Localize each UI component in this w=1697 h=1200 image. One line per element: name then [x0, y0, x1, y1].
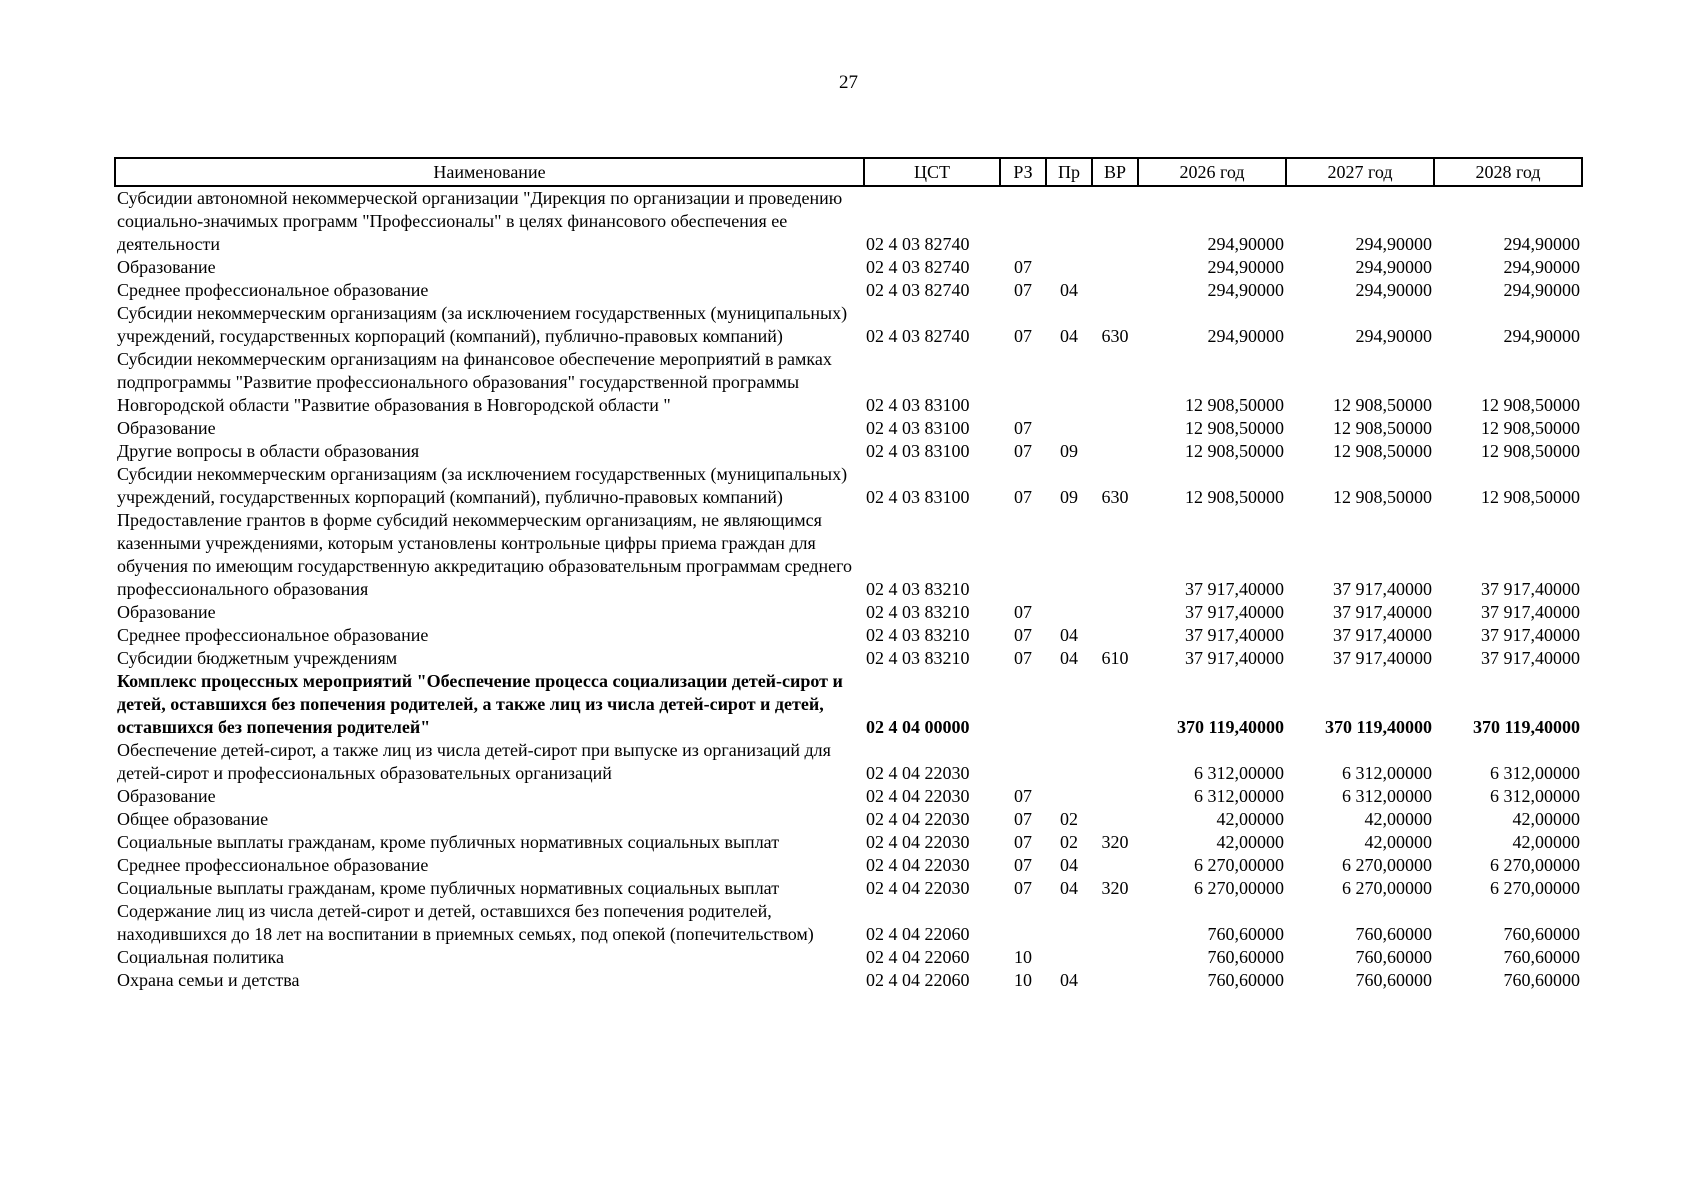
row-value-2028: 12 908,50000	[1481, 418, 1580, 438]
row-name: Среднее профессиональное образование	[117, 280, 429, 300]
row-cst: 02 4 04 22030	[866, 855, 970, 875]
table-row	[115, 601, 1582, 624]
row-value-2028: 42,00000	[1512, 832, 1580, 852]
row-vr	[1092, 440, 1138, 463]
row-cst: 02 4 03 82740	[866, 234, 970, 254]
row-vr	[1092, 785, 1138, 808]
row-value-2026: 6 270,00000	[1194, 878, 1284, 898]
row-value-2028: 760,60000	[1503, 924, 1580, 944]
row-cst: 02 4 03 83210	[866, 579, 970, 599]
column-header-rz: РЗ	[1000, 158, 1046, 186]
table-row	[115, 509, 1582, 601]
row-name: Социальная политика	[117, 947, 284, 967]
table-row	[115, 279, 1582, 302]
row-rz: 07	[1014, 280, 1032, 300]
row-cst: 02 4 04 22060	[866, 947, 970, 967]
column-header-vr: ВР	[1092, 158, 1138, 186]
row-rz	[1000, 348, 1046, 417]
row-pr	[1046, 670, 1092, 739]
row-name: Содержание лиц из числа детей-сирот и детей, оставшихся без попечения родителей, находившихся до 18 лет на воспитании в приемных семьях, под опекой (попечительством)	[117, 901, 814, 944]
row-value-2028: 6 312,00000	[1490, 763, 1580, 783]
column-header-2026: 2026 год	[1138, 158, 1286, 186]
row-rz: 07	[1014, 648, 1032, 668]
row-cst: 02 4 03 83100	[866, 395, 970, 415]
row-vr	[1092, 854, 1138, 877]
row-cst: 02 4 04 22060	[866, 970, 970, 990]
row-name: Охрана семьи и детства	[117, 970, 300, 990]
column-header-name: Наименование	[115, 158, 864, 186]
table-row	[115, 463, 1582, 509]
row-cst: 02 4 03 83100	[866, 418, 970, 438]
row-pr: 02	[1060, 809, 1078, 829]
row-value-2027: 6 270,00000	[1342, 855, 1432, 875]
row-name: Субсидии некоммерческим организациям (за исключением государственных (муниципальных) учреждений, государственных корпораций (компаний), публично-правовых компаний)	[117, 464, 848, 507]
row-value-2026: 42,00000	[1216, 809, 1284, 829]
row-rz	[1000, 900, 1046, 946]
row-rz: 07	[1014, 809, 1032, 829]
row-value-2028: 6 270,00000	[1490, 855, 1580, 875]
row-value-2028: 294,90000	[1503, 234, 1580, 254]
row-value-2027: 760,60000	[1355, 970, 1432, 990]
row-value-2027: 760,60000	[1355, 947, 1432, 967]
row-value-2026: 760,60000	[1207, 970, 1284, 990]
row-vr	[1092, 279, 1138, 302]
row-vr	[1092, 256, 1138, 279]
row-rz: 07	[1014, 602, 1032, 622]
row-cst: 02 4 03 82740	[866, 280, 970, 300]
row-rz: 10	[1014, 947, 1032, 967]
row-pr	[1046, 256, 1092, 279]
row-value-2026: 12 908,50000	[1185, 395, 1284, 415]
row-name: Образование	[117, 602, 216, 622]
row-value-2028: 6 270,00000	[1490, 878, 1580, 898]
row-pr	[1046, 186, 1092, 256]
row-value-2028: 12 908,50000	[1481, 441, 1580, 461]
row-vr	[1092, 739, 1138, 785]
row-value-2026: 37 917,40000	[1185, 579, 1284, 599]
row-cst: 02 4 04 00000	[866, 717, 970, 737]
row-value-2028: 760,60000	[1503, 947, 1580, 967]
row-pr: 04	[1060, 280, 1078, 300]
row-value-2026: 37 917,40000	[1185, 625, 1284, 645]
row-value-2026: 12 908,50000	[1185, 441, 1284, 461]
row-value-2026: 294,90000	[1207, 234, 1284, 254]
row-value-2026: 37 917,40000	[1185, 648, 1284, 668]
row-pr	[1046, 348, 1092, 417]
row-pr	[1046, 601, 1092, 624]
row-rz: 07	[1014, 855, 1032, 875]
row-value-2028: 37 917,40000	[1481, 579, 1580, 599]
table-row	[115, 946, 1582, 969]
row-value-2027: 12 908,50000	[1333, 395, 1432, 415]
row-pr	[1046, 739, 1092, 785]
column-header-2027: 2027 год	[1286, 158, 1434, 186]
row-vr	[1092, 417, 1138, 440]
row-value-2026: 42,00000	[1216, 832, 1284, 852]
row-vr	[1092, 186, 1138, 256]
row-value-2028: 12 908,50000	[1481, 395, 1580, 415]
row-vr	[1092, 900, 1138, 946]
row-name: Социальные выплаты гражданам, кроме публичных нормативных социальных выплат	[117, 832, 780, 852]
row-vr: 320	[1101, 878, 1129, 898]
row-rz	[1000, 670, 1046, 739]
row-name: Субсидии автономной некоммерческой организации "Дирекция по организации и проведению социально-значимых программ "Профессионалы" в целях финансового обеспечения ее деятельности	[117, 188, 843, 254]
table-header	[115, 158, 1582, 186]
row-value-2027: 760,60000	[1355, 924, 1432, 944]
row-rz	[1000, 509, 1046, 601]
row-rz	[1000, 739, 1046, 785]
column-header-2028: 2028 год	[1434, 158, 1582, 186]
table-row	[115, 348, 1582, 417]
row-value-2027: 294,90000	[1355, 326, 1432, 346]
table-row	[115, 969, 1582, 992]
table-row	[115, 900, 1582, 946]
row-cst: 02 4 03 83210	[866, 602, 970, 622]
row-pr	[1046, 900, 1092, 946]
row-value-2027: 37 917,40000	[1333, 625, 1432, 645]
column-header-cst: ЦСТ	[864, 158, 1000, 186]
row-name: Образование	[117, 786, 216, 806]
row-value-2028: 6 312,00000	[1490, 786, 1580, 806]
row-name: Среднее профессиональное образование	[117, 625, 429, 645]
row-name: Комплекс процессных мероприятий "Обеспечение процесса социализации детей-сирот и детей, оставшихся без попечения родителей, а также лиц из числа детей-сирот и детей, оставшихся без попечения родителей"	[117, 671, 843, 737]
row-rz: 07	[1014, 786, 1032, 806]
row-value-2028: 294,90000	[1503, 326, 1580, 346]
row-rz: 07	[1014, 441, 1032, 461]
row-name: Социальные выплаты гражданам, кроме публичных нормативных социальных выплат	[117, 878, 780, 898]
row-pr	[1046, 946, 1092, 969]
table-row	[115, 739, 1582, 785]
row-pr	[1046, 417, 1092, 440]
row-pr	[1046, 509, 1092, 601]
row-value-2028: 370 119,40000	[1472, 717, 1580, 737]
row-value-2026: 12 908,50000	[1185, 418, 1284, 438]
row-cst: 02 4 03 83210	[866, 625, 970, 645]
row-value-2027: 370 119,40000	[1324, 717, 1432, 737]
row-value-2028: 294,90000	[1503, 280, 1580, 300]
table-row	[115, 302, 1582, 348]
row-pr: 04	[1060, 648, 1078, 668]
row-vr	[1092, 808, 1138, 831]
row-value-2026: 37 917,40000	[1185, 602, 1284, 622]
table-row	[115, 417, 1582, 440]
row-rz: 07	[1014, 418, 1032, 438]
row-pr: 04	[1060, 625, 1078, 645]
row-vr: 630	[1101, 487, 1129, 507]
row-value-2027: 12 908,50000	[1333, 441, 1432, 461]
row-cst: 02 4 04 22030	[866, 878, 970, 898]
row-vr	[1092, 969, 1138, 992]
row-value-2027: 37 917,40000	[1333, 648, 1432, 668]
row-value-2026: 294,90000	[1207, 326, 1284, 346]
column-header-pr: Пр	[1046, 158, 1092, 186]
row-cst: 02 4 04 22030	[866, 763, 970, 783]
row-rz: 10	[1014, 970, 1032, 990]
row-cst: 02 4 03 83100	[866, 487, 970, 507]
row-name: Образование	[117, 257, 216, 277]
row-name: Субсидии бюджетным учреждениям	[117, 648, 398, 668]
row-value-2027: 6 312,00000	[1342, 786, 1432, 806]
row-value-2028: 37 917,40000	[1481, 625, 1580, 645]
row-pr	[1046, 785, 1092, 808]
row-vr	[1092, 348, 1138, 417]
row-vr: 320	[1101, 832, 1129, 852]
row-value-2028: 294,90000	[1503, 257, 1580, 277]
row-name: Обеспечение детей-сирот, а также лиц из числа детей-сирот при выпуске из организаций для детей-сирот и профессиональных образовательных организаций	[117, 740, 831, 783]
row-rz: 07	[1014, 257, 1032, 277]
row-rz: 07	[1014, 326, 1032, 346]
row-name: Среднее профессиональное образование	[117, 855, 429, 875]
table-row	[115, 877, 1582, 900]
row-pr: 02	[1060, 832, 1078, 852]
row-value-2026: 294,90000	[1207, 280, 1284, 300]
row-pr: 04	[1060, 878, 1078, 898]
row-value-2026: 760,60000	[1207, 924, 1284, 944]
row-rz	[1000, 186, 1046, 256]
row-vr: 610	[1101, 648, 1129, 668]
table-body	[115, 186, 1582, 992]
row-vr	[1092, 624, 1138, 647]
row-name: Предоставление грантов в форме субсидий некоммерческим организациям, не являющимся казенными учреждениями, которым установлены контрольные цифры приема граждан для обучения по имеющим государственную аккредитацию образовательным программам среднего профессионального образования	[117, 510, 853, 599]
row-rz: 07	[1014, 487, 1032, 507]
table-row	[115, 670, 1582, 739]
row-value-2026: 6 270,00000	[1194, 855, 1284, 875]
row-vr	[1092, 946, 1138, 969]
row-value-2028: 37 917,40000	[1481, 602, 1580, 622]
row-value-2027: 37 917,40000	[1333, 579, 1432, 599]
row-value-2027: 42,00000	[1364, 832, 1432, 852]
row-value-2027: 6 312,00000	[1342, 763, 1432, 783]
row-cst: 02 4 03 82740	[866, 257, 970, 277]
table-row	[115, 785, 1582, 808]
row-value-2027: 12 908,50000	[1333, 418, 1432, 438]
row-cst: 02 4 04 22030	[866, 832, 970, 852]
table-row	[115, 186, 1582, 256]
row-name: Другие вопросы в области образования	[117, 441, 420, 461]
budget-table	[114, 157, 1583, 992]
row-value-2027: 42,00000	[1364, 809, 1432, 829]
table-row	[115, 808, 1582, 831]
row-cst: 02 4 04 22060	[866, 924, 970, 944]
row-value-2026: 6 312,00000	[1194, 763, 1284, 783]
row-value-2028: 760,60000	[1503, 970, 1580, 990]
row-cst: 02 4 03 83210	[866, 648, 970, 668]
row-value-2028: 37 917,40000	[1481, 648, 1580, 668]
row-value-2026: 12 908,50000	[1185, 487, 1284, 507]
row-cst: 02 4 04 22030	[866, 809, 970, 829]
row-value-2026: 294,90000	[1207, 257, 1284, 277]
row-name: Субсидии некоммерческим организациям на финансовое обеспечение мероприятий в рамках подпрограммы "Развитие профессионального образования" государственной программы Новгородской области "Развитие образования в Новгородской области "	[117, 349, 832, 415]
row-vr	[1092, 670, 1138, 739]
row-cst: 02 4 03 83100	[866, 441, 970, 461]
table-row	[115, 256, 1582, 279]
row-value-2026: 760,60000	[1207, 947, 1284, 967]
row-value-2027: 294,90000	[1355, 234, 1432, 254]
row-rz: 07	[1014, 625, 1032, 645]
row-vr	[1092, 601, 1138, 624]
table-row	[115, 440, 1582, 463]
row-rz: 07	[1014, 878, 1032, 898]
row-name: Субсидии некоммерческим организациям (за исключением государственных (муниципальных) учреждений, государственных корпораций (компаний), публично-правовых компаний)	[117, 303, 848, 346]
row-pr: 04	[1060, 855, 1078, 875]
row-pr: 04	[1060, 970, 1078, 990]
row-value-2028: 12 908,50000	[1481, 487, 1580, 507]
row-vr	[1092, 509, 1138, 601]
row-value-2027: 294,90000	[1355, 257, 1432, 277]
row-value-2026: 370 119,40000	[1176, 717, 1284, 737]
row-value-2026: 6 312,00000	[1194, 786, 1284, 806]
row-name: Образование	[117, 418, 216, 438]
table-row	[115, 647, 1582, 670]
row-value-2028: 42,00000	[1512, 809, 1580, 829]
row-pr: 04	[1060, 326, 1078, 346]
row-value-2027: 37 917,40000	[1333, 602, 1432, 622]
page-number: 27	[839, 72, 858, 93]
row-rz: 07	[1014, 832, 1032, 852]
table-row	[115, 831, 1582, 854]
row-value-2027: 6 270,00000	[1342, 878, 1432, 898]
row-name: Общее образование	[117, 809, 269, 829]
row-pr: 09	[1060, 487, 1078, 507]
row-cst: 02 4 04 22030	[866, 786, 970, 806]
table-row	[115, 854, 1582, 877]
row-cst: 02 4 03 82740	[866, 326, 970, 346]
table-row	[115, 624, 1582, 647]
row-value-2027: 12 908,50000	[1333, 487, 1432, 507]
row-pr: 09	[1060, 441, 1078, 461]
row-vr: 630	[1101, 326, 1129, 346]
row-value-2027: 294,90000	[1355, 280, 1432, 300]
